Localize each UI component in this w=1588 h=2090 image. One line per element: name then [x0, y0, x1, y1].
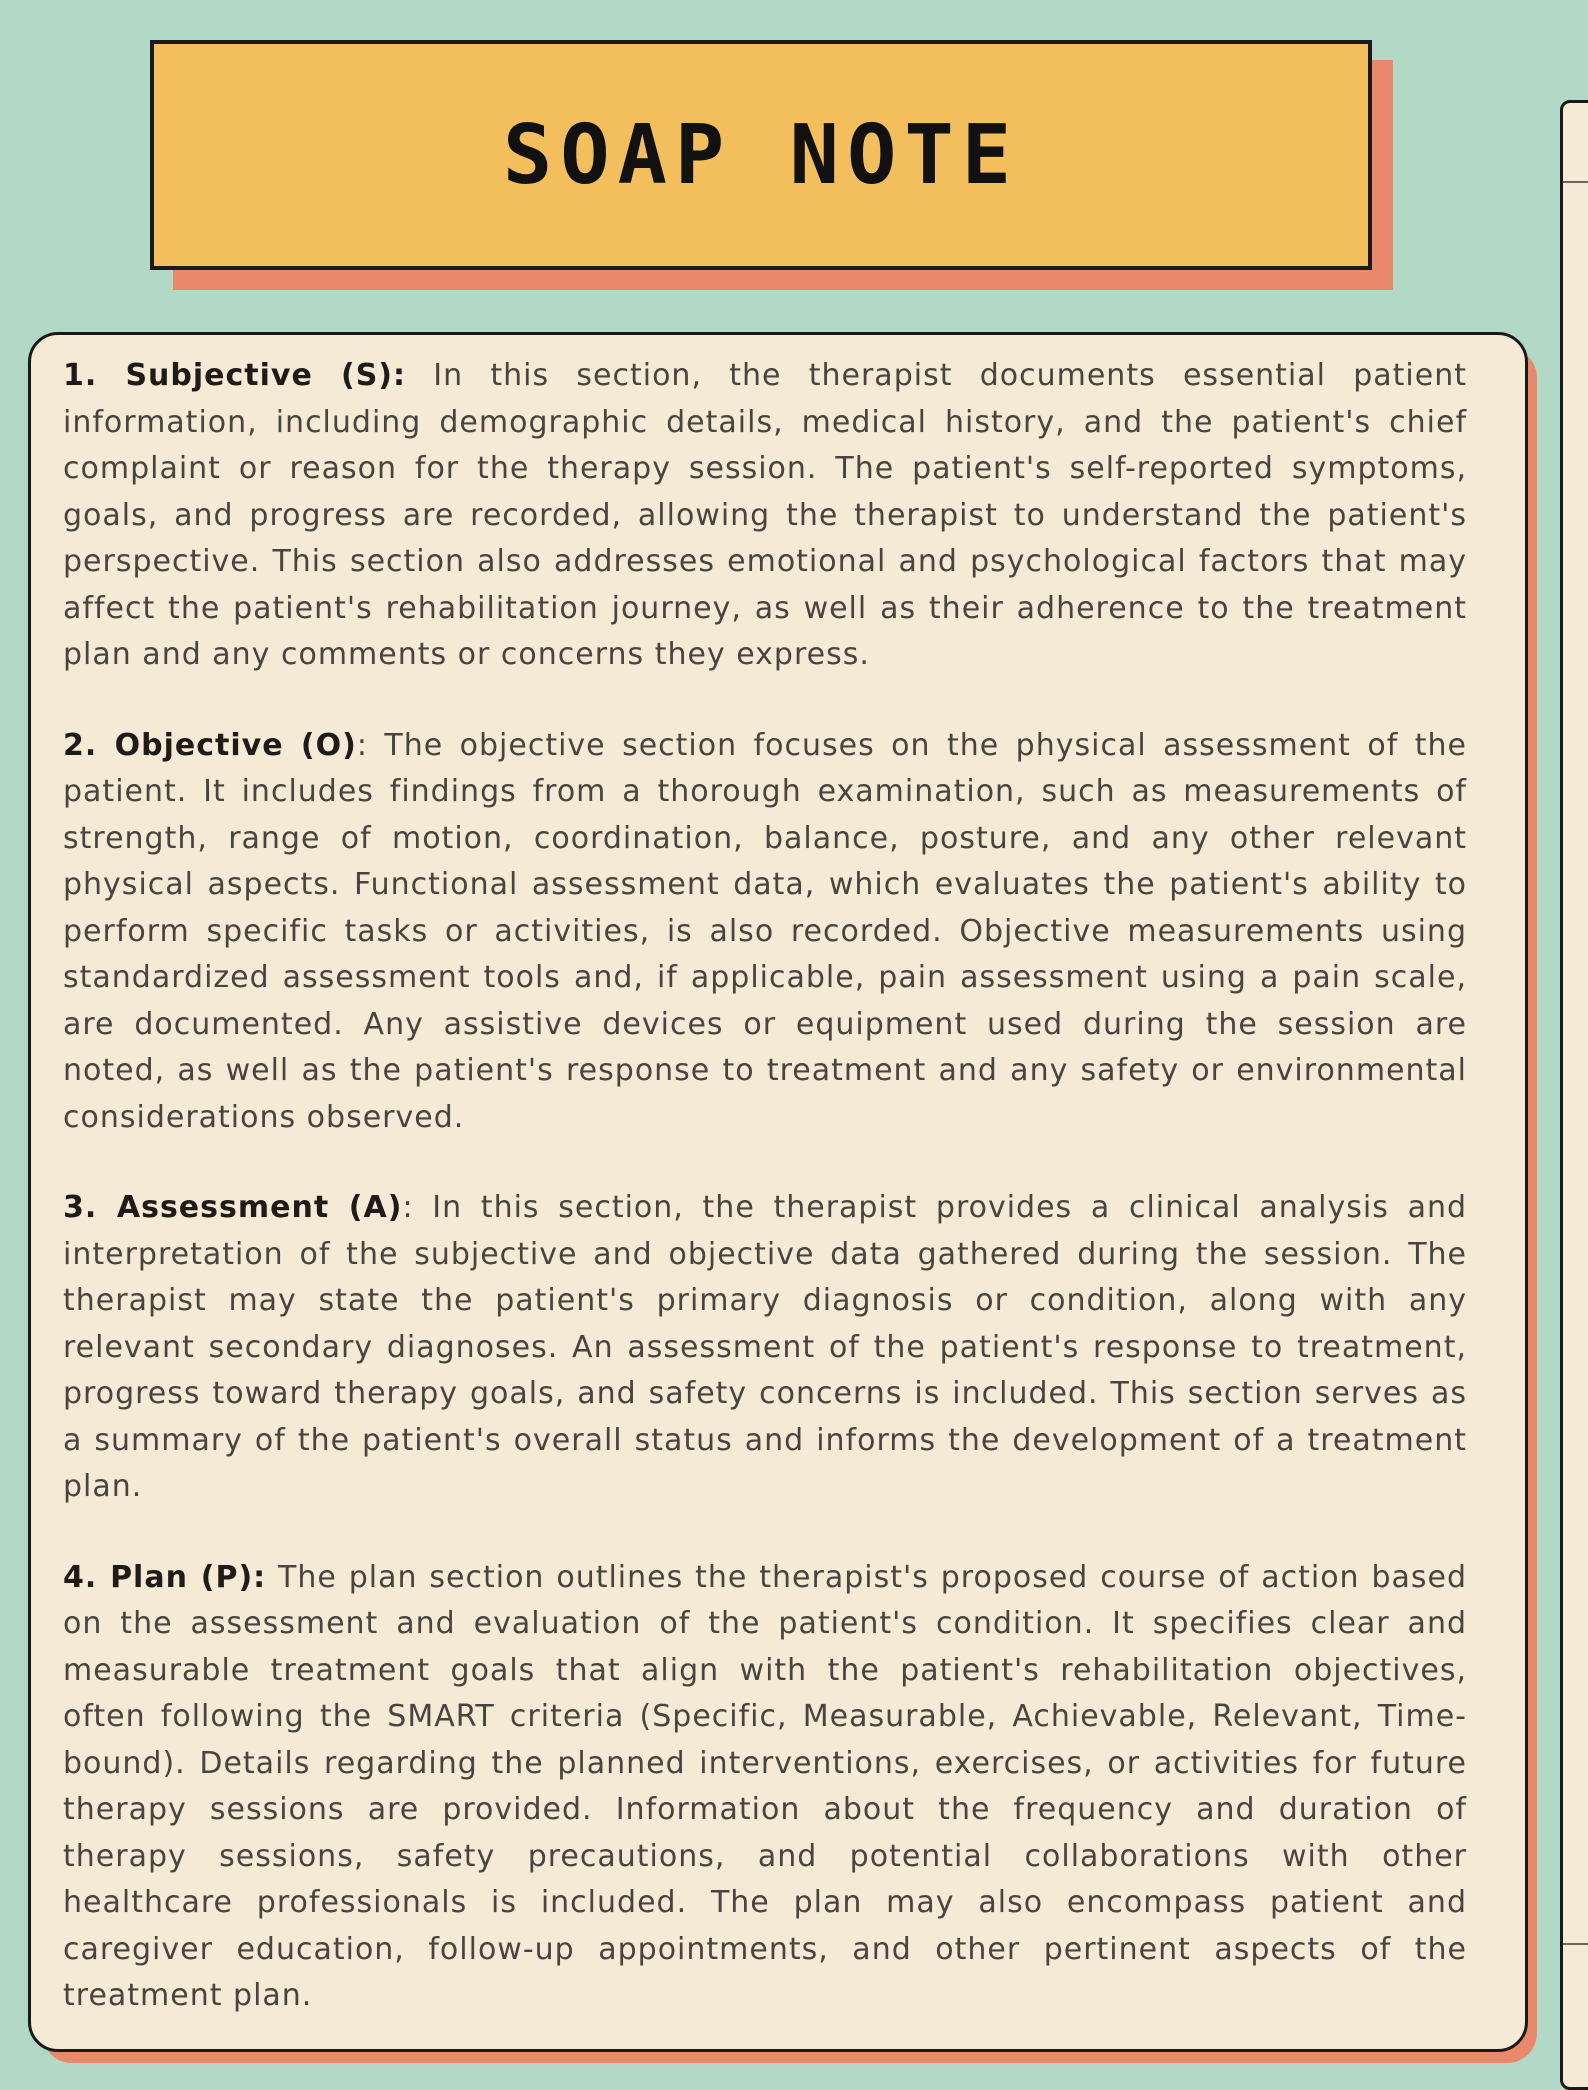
section-heading: 4. Plan (P): — [63, 1559, 267, 1595]
section-heading: 1. Subjective (S): — [63, 358, 407, 393]
section-heading: 2. Objective (O) — [63, 727, 357, 763]
section-heading: 3. Assessment (A) — [63, 1190, 403, 1225]
section-plan — [63, 1555, 1467, 2020]
content-card — [28, 332, 1528, 2052]
page-title: SOAP NOTE — [502, 107, 1020, 203]
title-banner — [150, 40, 1372, 270]
section-subjective — [63, 353, 1467, 679]
section-objective — [63, 723, 1467, 1142]
side-panel-divider — [1563, 181, 1588, 183]
section-body: : The objective section focuses on the physical assessment of the patient. It includes findings from a thorough examination, such as measurements of strength, range of motion, coordination, balance, posture, and any other relevant physical aspects. Functional assessment data, which evaluates the patient's ability to perform specific tasks or activities, is also recorded. Objective measurements using standardized assessment tools and, if applicable, pain assessment using a pain scale, are documented. Any assistive devices or equipment used during the session are noted, as well as the patient's response to treatment and any safety or environmental considerations observed. — [63, 727, 1467, 1135]
side-panel-divider — [1563, 1943, 1588, 1945]
section-body: The plan section outlines the therapist's proposed course of action based on the assessment and evaluation of the patient's condition. It specifies clear and measurable treatment goals that align with the patient's rehabilitation objectives, often following the SMART criteria (Specific, Measurable, Achievable, Relevant, Time-bound). Details regarding the planned interventions, exercises, or activities for future therapy sessions are provided. Information about the frequency and duration of therapy sessions, safety precautions, and potential collaborations with other healthcare professionals is included. The plan may also encompass patient and caregiver education, follow-up appointments, and other pertinent aspects of the treatment plan. — [63, 1559, 1468, 2013]
section-assessment — [63, 1185, 1467, 1511]
section-body: In this section, the therapist documents essential patient information, including demographic details, medical history, and the patient's chief complaint or reason for the therapy session. The patient's self-reported symptoms, goals, and progress are recorded, allowing the therapist to understand the patient's perspective. This section also addresses emotional and psychological factors that may affect the patient's rehabilitation journey, as well as their adherence to the treatment plan and any comments or concerns they express. — [63, 358, 1467, 672]
side-panel — [1560, 100, 1588, 2090]
section-body: : In this section, the therapist provides a clinical analysis and interpretation of the subjective and objective data gathered during the session. The therapist may state the patient's primary diagnosis or condition, along with any relevant secondary diagnoses. An assessment of the patient's response to treatment, progress toward therapy goals, and safety concerns is included. This section serves as a summary of the patient's overall status and informs the development of a treatment plan. — [63, 1190, 1468, 1504]
